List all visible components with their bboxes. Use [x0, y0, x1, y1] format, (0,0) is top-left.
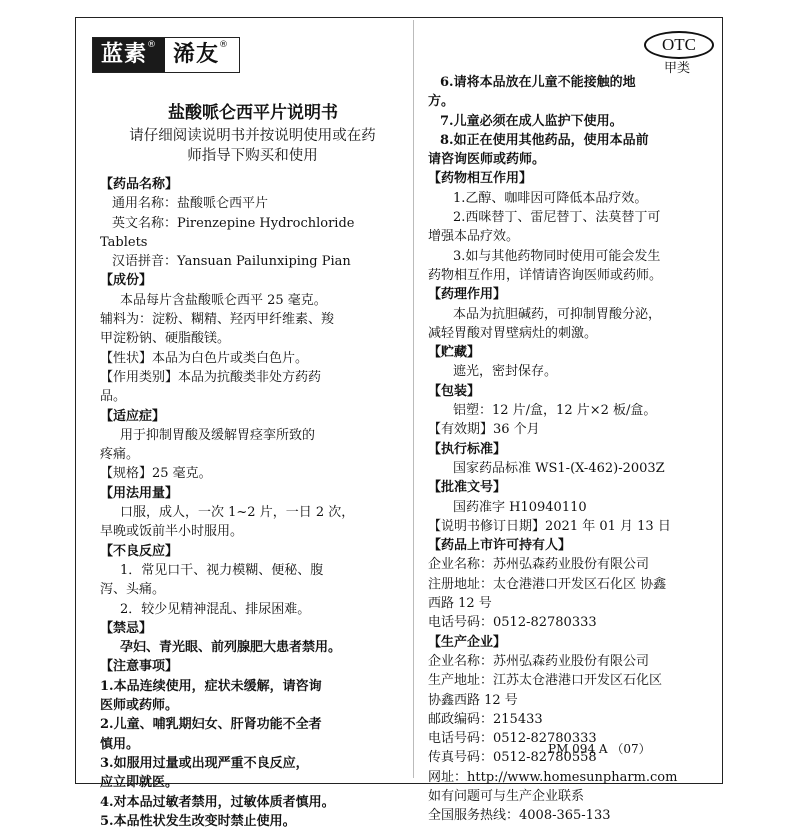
registered-mark: ®: [147, 40, 158, 50]
text-line: 本品每片含盐酸哌仑西平 25 毫克。: [120, 292, 327, 308]
document-code: PM 094 A （07）: [548, 742, 651, 756]
text-line: 早晚或饭前半小时服用。: [100, 524, 244, 540]
intro-notice: [100, 126, 405, 166]
section-heading: 【禁忌】: [100, 620, 153, 636]
text-line: 4.对本品过敏者禁用，过敏体质者慎用。: [100, 794, 335, 810]
text-line: 6.请将本品放在儿童不能接触的地: [440, 75, 636, 90]
text-line: 国药准字 H10940110: [453, 499, 587, 515]
text-line: 用于抑制胃酸及缓解胃痉挛所致的: [120, 427, 316, 443]
text-line: 疼痛。: [100, 447, 140, 463]
text-line: 孕妇、青光眼、前列腺肥大患者禁用。: [120, 640, 342, 656]
section-heading: 【注意事项】: [100, 659, 179, 675]
text-line: 注册地址：太仓港港口开发区石化区 协鑫: [428, 576, 667, 592]
text-line: 英文名称：Pirenzepine Hydrochloride: [112, 215, 355, 231]
left-column: [100, 175, 405, 831]
text-line: 药物相互作用，详情请咨询医师或药师。: [428, 267, 663, 283]
text-line: 甲淀粉钠、硬脂酸镁。: [100, 331, 231, 347]
brand-logo: [92, 37, 240, 73]
text-line: 邮政编码：215433: [428, 711, 543, 727]
text-line: 汉语拼音：Yansuan Pailunxiping Pian: [112, 254, 351, 270]
document-title: 盐酸哌仑西平片说明书: [168, 103, 338, 123]
otc-badge: OTC: [644, 31, 714, 59]
registered-mark-2: ®: [219, 40, 230, 50]
text-line: 全国服务热线：4008-365-133: [428, 808, 611, 824]
text-line: 企业名称：苏州弘森药业股份有限公司: [428, 653, 650, 669]
right-column: [428, 73, 708, 826]
text-line: 铝塑：12 片/盒，12 片×2 板/盒。: [453, 403, 657, 419]
text-line: 如有问题可与生产企业联系: [428, 788, 585, 804]
section-inline: 【性状】本品为白色片或类白色片。: [100, 350, 309, 366]
text-line: 西路 12 号: [428, 596, 492, 612]
section-heading: 【成份】: [100, 273, 153, 289]
text-line: 3.如服用过量或出现严重不良反应，: [100, 755, 309, 771]
text-line: 方。: [428, 94, 455, 110]
text-line: Tablets: [100, 234, 148, 250]
text-line: 应立即就医。: [100, 775, 179, 791]
section-inline: 【说明书修订日期】2021 年 01 月 13 日: [428, 518, 671, 534]
text-line: 遮光，密封保存。: [453, 364, 558, 380]
text-line: 协鑫西路 12 号: [428, 692, 518, 708]
section-heading: 【药物相互作用】: [428, 171, 533, 187]
section-heading: 【药理作用】: [428, 287, 507, 303]
section-heading: 【贮藏】: [428, 345, 481, 361]
section-heading: 【生产企业】: [428, 634, 507, 650]
brand-name-secondary: [165, 38, 239, 72]
text-line: 8.如正在使用其他药品，使用本品前: [440, 132, 649, 148]
section-heading: 【包装】: [428, 383, 481, 399]
intro-line: 请仔细阅读说明书并按说明使用或在药: [129, 128, 376, 144]
section-inline: 【作用类别】本品为抗酸类非处方药药: [100, 369, 322, 385]
section-heading: 【批准文号】: [428, 480, 507, 496]
text-line: 品。: [100, 389, 127, 405]
text-line: 电话号码：0512-82780333: [428, 615, 597, 631]
section-heading: 【不良反应】: [100, 543, 179, 559]
section-heading: 【适应症】: [100, 408, 166, 424]
text-line: 泻、头痛。: [100, 582, 166, 598]
otc-class: 甲类: [664, 61, 691, 76]
text-line: 2．较少见精神混乱、排尿困难。: [120, 601, 311, 617]
text-line: 生产地址：江苏太仓港港口开发区石化区: [428, 673, 663, 689]
text-line: 3.如与其他药物同时使用可能会发生: [453, 248, 661, 264]
section-heading: 【执行标准】: [428, 441, 507, 457]
text-line: 2.儿童、哺乳期妇女、肝肾功能不全者: [100, 717, 322, 733]
text-line: 请咨询医师或药师。: [428, 152, 546, 168]
text-line: 口服，成人，一次 1~2 片，一日 2 次，: [120, 505, 355, 521]
text-line: 通用名称：盐酸哌仑西平片: [112, 196, 269, 212]
section-heading: 【药品上市许可持有人】: [428, 538, 572, 554]
text-line: 5.本品性状发生改变时禁止使用。: [100, 813, 296, 829]
text-line: 2.西咪替丁、雷尼替丁、法莫替丁可: [453, 210, 661, 226]
brand-name-primary: [93, 38, 165, 72]
section-heading: 【药品名称】: [100, 177, 179, 192]
text-line: 国家药品标准 WS1-(X-462)-2003Z: [453, 460, 665, 476]
text-line: 1.本品连续使用，症状未缓解，请咨询: [100, 678, 322, 694]
brand-name-text: 蓝素: [101, 42, 148, 67]
text-line: 慎用。: [100, 736, 140, 752]
section-heading: 【用法用量】: [100, 485, 179, 501]
text-line: 辅料为：淀粉、糊精、羟丙甲纤维素、羧: [100, 312, 335, 328]
text-line: 减轻胃酸对胃壁病灶的刺激。: [428, 325, 598, 341]
section-inline: 【规格】25 毫克。: [100, 466, 212, 482]
text-line: 传真号码：0512-82780558: [428, 750, 597, 766]
text-line: 网址：http://www.homesunpharm.com: [428, 769, 678, 785]
text-line: 企业名称：苏州弘森药业股份有限公司: [428, 557, 650, 573]
column-divider: [413, 20, 414, 778]
text-line: 7.儿童必须在成人监护下使用。: [440, 113, 623, 129]
text-line: 本品为抗胆碱药，可抑制胃酸分泌，: [453, 306, 662, 322]
intro-line: 师指导下购买和使用: [187, 148, 318, 164]
section-inline: 【有效期】36 个月: [428, 422, 540, 438]
text-line: 医师或药师。: [100, 698, 179, 714]
brand-name2-text: 浠友: [173, 42, 220, 67]
text-line: 1.乙醇、咖啡因可降低本品疗效。: [453, 190, 648, 206]
text-line: 1．常见口干、视力模糊、便秘、腹: [120, 562, 324, 578]
text-line: 增强本品疗效。: [428, 229, 520, 245]
text-line: 电话号码：0512-82780333: [428, 731, 597, 747]
